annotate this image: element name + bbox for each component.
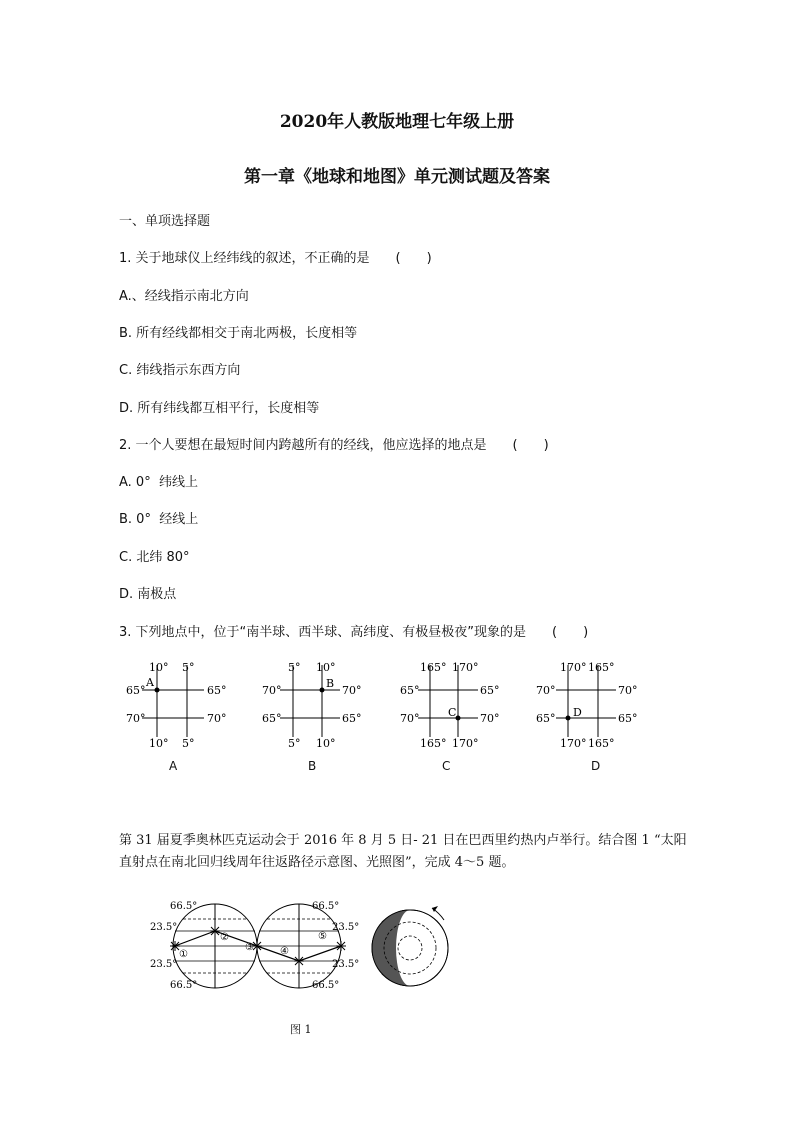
fig-right-label-2: 23.5° <box>332 922 360 933</box>
grid-b-top-1: 5° <box>288 661 301 674</box>
grid-c-top-2: 170° <box>452 661 479 674</box>
grid-d-right-2: 65° <box>618 712 638 725</box>
marker-4: ④ <box>280 946 289 957</box>
grid-a-right-2: 70° <box>207 712 227 725</box>
question-2-option-c: C. 北纬 80° <box>119 550 190 565</box>
grid-a <box>126 661 227 750</box>
fig-left-label-2: 23.5° <box>150 922 178 933</box>
marker-5: ⑤ <box>318 931 327 942</box>
grid-a-left-2: 70° <box>126 712 146 725</box>
grid-c-top-1: 165° <box>420 661 447 674</box>
question-1-option-d: D. 所有纬线都互相平行，长度相等 <box>119 401 320 416</box>
grid-a-point-label: A <box>146 676 154 689</box>
grid-b-right-1: 70° <box>342 684 362 697</box>
globe-right <box>257 904 341 988</box>
grid-c-right-1: 65° <box>480 684 500 697</box>
grid-a-bottom-2: 5° <box>182 737 195 750</box>
grid-a-top-1: 10° <box>149 661 169 674</box>
question-1-option-c: C. 纬线指示东西方向 <box>119 363 241 378</box>
grid-d-bottom-1: 170° <box>560 737 587 750</box>
reading-passage: 第 31 届夏季奥林匹克运动会于 2016 年 8 月 5 日- 21 日在巴西里约热内卢举行。结合图 1 “太阳直射点在南北回归线周年往返路径示意图、光照图”，完成 4～5 题。 <box>119 833 687 870</box>
grid-diagrams <box>0 655 794 775</box>
figure-1 <box>150 893 500 1018</box>
document-title: 2020年人教版地理七年级上册 <box>279 112 515 132</box>
question-1-option-a: A.、经线指示南北方向 <box>119 289 249 304</box>
grid-a-left-1: 65° <box>126 684 146 697</box>
grid-b <box>262 661 362 750</box>
question-1-stem: 1. 关于地球仪上经纬线的叙述，不正确的是 ( ) <box>119 251 432 266</box>
grid-a-right-1: 65° <box>207 684 227 697</box>
grid-d-left-1: 70° <box>536 684 556 697</box>
grid-c-left-2: 70° <box>400 712 420 725</box>
grid-b-bottom-1: 5° <box>288 737 301 750</box>
fig-right-label-1: 66.5° <box>312 901 340 912</box>
fig-left-label-3: 23.5° <box>150 959 178 970</box>
marker-2: ② <box>220 932 229 943</box>
grid-c-bottom-2: 170° <box>452 737 479 750</box>
question-1-option-b: B. 所有经线都相交于南北两极，长度相等 <box>119 326 358 341</box>
grid-b-left-2: 65° <box>262 712 282 725</box>
grid-c-right-2: 70° <box>480 712 500 725</box>
grid-d-right-1: 70° <box>618 684 638 697</box>
grid-b-right-2: 65° <box>342 712 362 725</box>
question-2-stem: 2. 一个人要想在最短时间内跨越所有的经线，他应选择的地点是 ( ) <box>119 438 549 453</box>
grid-d-bottom-2: 165° <box>588 737 615 750</box>
question-2-option-d: D. 南极点 <box>119 587 177 602</box>
fig-left-label-4: 66.5° <box>170 980 198 991</box>
fig-right-label-3: 23.5° <box>332 959 360 970</box>
question-2-option-b: B. 0° 经线上 <box>119 512 199 527</box>
grid-d-left-2: 65° <box>536 712 556 725</box>
marker-3: ③ <box>245 942 254 953</box>
grid-d <box>536 661 638 750</box>
document-subtitle: 第一章《地球和地图》单元测试题及答案 <box>244 167 550 187</box>
question-2-option-a: A. 0° 纬线上 <box>119 475 198 490</box>
grid-c-point-label: C <box>448 706 457 719</box>
grid-d-caption: D <box>591 759 601 773</box>
grid-b-left-1: 70° <box>262 684 282 697</box>
grid-d-point-label: D <box>573 706 582 719</box>
section-heading: 一、单项选择题 <box>119 214 211 229</box>
grid-b-bottom-2: 10° <box>316 737 336 750</box>
question-3-stem: 3. 下列地点中，位于“南半球、西半球、高纬度、有极昼极夜”现象的是 ( ) <box>119 625 589 640</box>
grid-b-point-label: B <box>326 677 335 690</box>
fig-right-label-4: 66.5° <box>312 980 340 991</box>
grid-c-left-1: 65° <box>400 684 420 697</box>
grid-c-bottom-1: 165° <box>420 737 447 750</box>
figure-1-caption: 图 1 <box>290 1023 312 1036</box>
grid-a-top-2: 5° <box>182 661 195 674</box>
grid-a-caption: A <box>169 759 178 773</box>
grid-d-top-1: 170° <box>560 661 587 674</box>
grid-b-caption: B <box>308 759 317 773</box>
grid-b-top-2: 10° <box>316 661 336 674</box>
illumination-diagram <box>372 906 448 986</box>
grid-c <box>400 661 500 750</box>
grid-c-caption: C <box>442 759 451 773</box>
marker-1: ① <box>179 949 188 960</box>
grid-d-top-2: 165° <box>588 661 615 674</box>
fig-left-label-1: 66.5° <box>170 901 198 912</box>
grid-a-bottom-1: 10° <box>149 737 169 750</box>
